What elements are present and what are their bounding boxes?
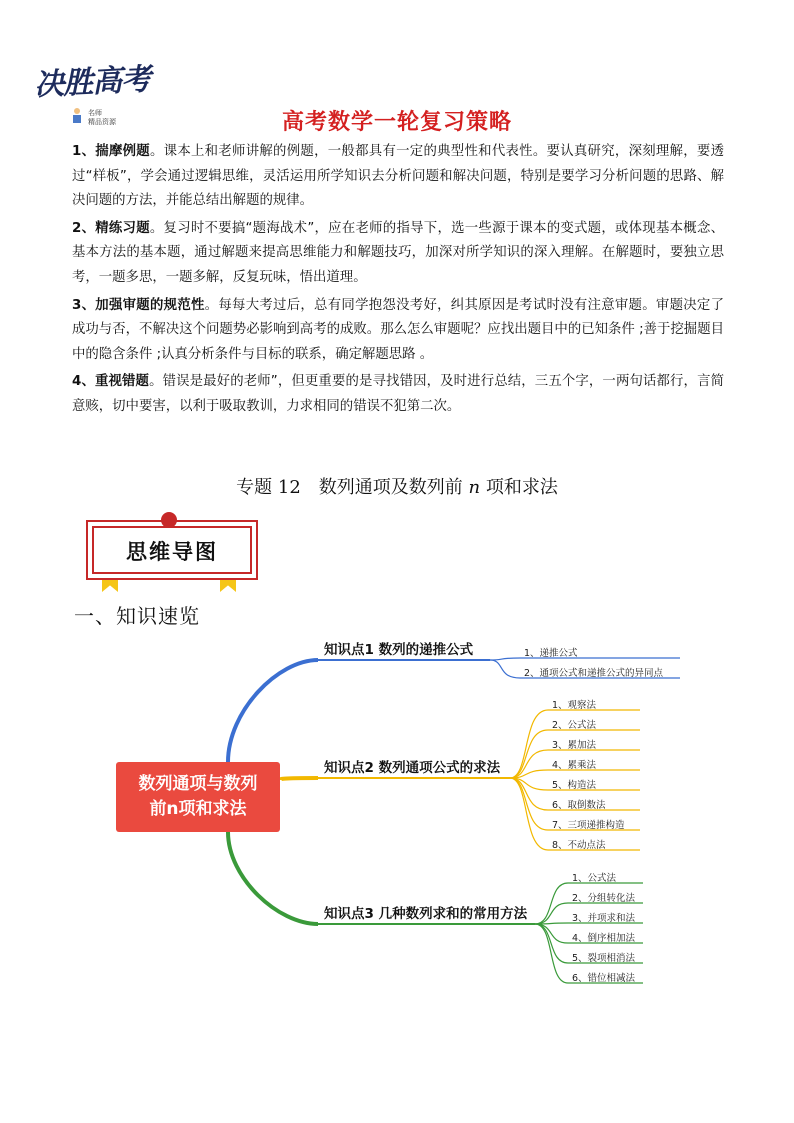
paragraph-lead: 4、重视错题 xyxy=(72,374,150,390)
paragraph-body: 。复习时不要搞“题海战术”，应在老师的指导下，选一些源于课本的变式题，或体现基本概念、基本方法的基本题，通过解题来提高思维能力和解题技巧，加深对所学知识的深入理解。在解题时，要独立思考，一题多思，一题多解，反复玩味，悟出道理。 xyxy=(72,220,724,285)
paragraph-4 xyxy=(72,370,724,419)
branch-connector xyxy=(228,660,318,762)
branch-label: 知识点2 数列通项公式的求法 xyxy=(324,760,501,776)
leaf-label: 5、裂项相消法 xyxy=(572,953,636,964)
leaf-connector xyxy=(510,778,548,790)
paragraph-body: 。每每大考过后，总有同学抱怨没考好，纠其原因是考试时没有注意审题。审题决定了成功与否，不解决这个问题势必影响到高考的成败。那么怎么审题呢？应找出题目中的已知条件 ;善于挖掘题目中的隐含条件 ;认真分析条件与目标的联系，确定解题思路 。 xyxy=(72,297,724,362)
section-heading: 一、知识速览 xyxy=(74,604,200,628)
leaf-label: 3、累加法 xyxy=(552,740,597,751)
leaf-connector xyxy=(535,924,568,963)
leaf-connector xyxy=(510,770,548,778)
leaf-label: 6、错位相减法 xyxy=(572,973,636,984)
paragraph-body: 。错误是最好的老师”，但更重要的是寻找错因，及时进行总结，三五个字，一两句话都行，言简意赅，切中要害，以利于吸取教训，力求相同的错误不犯第二次。 xyxy=(72,374,724,414)
topic-suffix: 项和求法 xyxy=(480,477,558,498)
paragraph-2 xyxy=(72,217,724,291)
leaf-connector xyxy=(510,778,548,810)
paragraph-3 xyxy=(72,294,724,368)
paragraph-body: 。课本上和老师讲解的例题，一般都具有一定的典型性和代表性。要认真研究，深刻理解，要透过“样板”，学会通过逻辑思维，灵活运用所学知识去分析问题和解决问题，特别是要学习分析问题的思路、解决问题的方法，并能总结出解题的规律。 xyxy=(72,144,725,209)
leaf-label: 4、累乘法 xyxy=(552,760,597,771)
leaf-label: 2、分组转化法 xyxy=(572,893,636,904)
leaf-label: 2、通项公式和递推公式的异同点 xyxy=(524,668,664,679)
logo-sub-line1: 名师 xyxy=(88,109,102,117)
leaf-label: 5、构造法 xyxy=(552,780,597,791)
branch-connector xyxy=(280,778,318,780)
leaf-connector xyxy=(535,924,568,983)
leaf-connector xyxy=(535,883,568,924)
leaf-connector xyxy=(510,778,548,850)
logo-sub-line2: 精品资源 xyxy=(88,118,116,126)
leaf-connector xyxy=(510,778,548,830)
leaf-label: 7、三项递推构造 xyxy=(552,820,625,831)
leaf-connector xyxy=(510,750,548,778)
topic-variable: n xyxy=(468,477,481,498)
main-title: 高考数学一轮复习策略 xyxy=(281,110,512,135)
leaf-connector xyxy=(535,923,568,924)
branch-label: 知识点3 几种数列求和的常用方法 xyxy=(324,906,528,922)
logo-text: 决胜高考 xyxy=(33,61,152,104)
leaf-label: 2、公式法 xyxy=(552,720,597,731)
leaf-label: 1、公式法 xyxy=(572,873,617,884)
topic-prefix: 专题 12 数列通项及数列前 xyxy=(236,477,469,498)
banner-label: 思维导图 xyxy=(126,540,218,564)
banner-frame xyxy=(86,520,258,580)
leaf-label: 8、不动点法 xyxy=(552,840,606,851)
branch-connector xyxy=(228,832,318,924)
leaf-connector xyxy=(490,658,520,660)
leaf-connector xyxy=(535,924,568,943)
center-line2: 前n项和求法 xyxy=(149,799,247,819)
leaf-label: 3、并项求和法 xyxy=(572,913,636,924)
leaf-label: 1、观察法 xyxy=(552,700,597,711)
paragraph-lead: 2、精练习题 xyxy=(72,220,150,236)
leaf-connector xyxy=(535,903,568,924)
leaf-connector xyxy=(510,710,548,778)
leaf-label: 4、倒序相加法 xyxy=(572,933,636,944)
mindmap-banner xyxy=(80,512,260,592)
strategy-paragraphs xyxy=(72,140,724,423)
center-line1: 数列通项与数列 xyxy=(138,774,258,794)
paragraph-1 xyxy=(72,140,724,214)
leaf-connector xyxy=(490,660,520,678)
pin-dot-icon xyxy=(161,512,177,528)
paragraph-lead: 1、揣摩例题 xyxy=(72,144,150,159)
mindmap-center-node xyxy=(116,762,280,832)
leaf-connector xyxy=(510,730,548,778)
paragraph-lead: 3、加强审题的规范性 xyxy=(72,297,205,313)
branch-label: 知识点1 数列的递推公式 xyxy=(324,642,474,658)
leaf-label: 6、取倒数法 xyxy=(552,800,606,811)
leaf-label: 1、递推公式 xyxy=(524,648,578,659)
topic-title xyxy=(0,473,794,499)
